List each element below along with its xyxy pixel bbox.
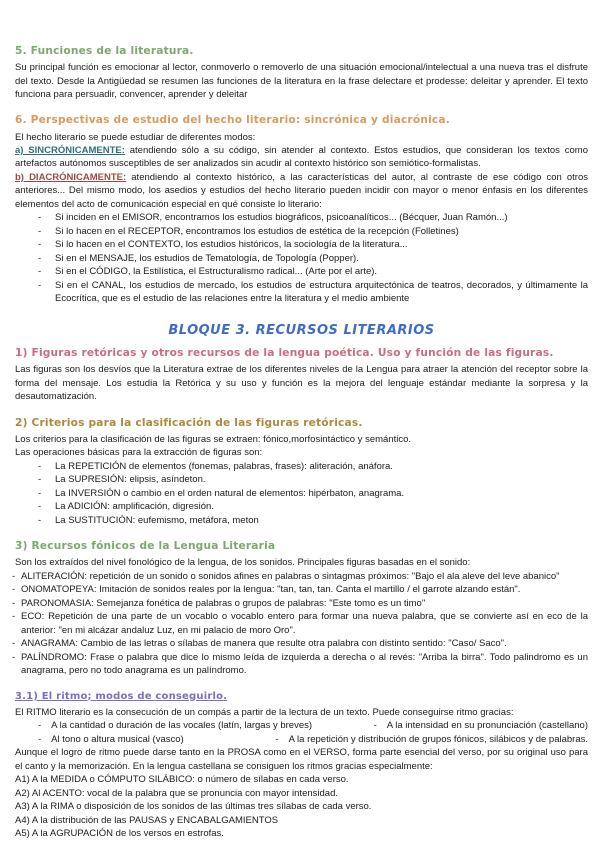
section-5-funciones <box>15 44 588 101</box>
term-text: ONOMATOPEYA: Imitación de sonidos reales por la lengua: "tan, tan, tan. Canta el martillo / el garrote alzando están". <box>21 584 521 596</box>
sincronicamente-label: a) SINCRÓNICAMENTE: <box>15 145 125 156</box>
section-3-intro: Son los extraídos del nivel fonológico de la lengua, de los sonidos. Principales figuras basadas en el sonido: <box>15 557 471 569</box>
dash-marker: - <box>38 514 42 526</box>
list-item <box>12 610 588 637</box>
term-text: ECO: Repetición de una parte de un vocablo o vocablo entero para formar una nueva palabra, que se convierte así en eco de la anterior: "en mi alcázar andaluz Luz, en mi palacio de moro Oro". <box>21 611 588 636</box>
dash-marker: - <box>12 570 16 582</box>
list-item <box>15 487 588 500</box>
section-6-bullet-list <box>15 211 588 305</box>
section-2-criterios <box>15 416 588 527</box>
list-item <box>15 473 588 486</box>
section-6-perspectivas <box>15 113 588 305</box>
section-3-1-ritmo <box>15 690 588 841</box>
a-line: A2) Al ACENTO: vocal de la palabra que se pronuncia con mayor intensidad. <box>15 787 339 799</box>
cell-text: Al tono o altura musical (vasco) <box>51 733 184 745</box>
dash-marker: - <box>38 487 42 499</box>
section-5-heading: 5. Funciones de la literatura. <box>15 45 194 57</box>
section-3-recursos-fonicos <box>12 539 588 677</box>
section-2-heading: 2) Criterios para la clasificación de las figuras retóricas. <box>15 416 363 429</box>
list-item <box>15 238 588 251</box>
bullet-text: La ADICIÓN: amplificación, digresión. <box>55 501 214 513</box>
section-2-line-2: Las operaciones básicas para la extracción de figuras son: <box>15 447 263 459</box>
term-text: ANAGRAMA: Cambio de las letras o sílabas de manera que resulte otra palabra con distinto sentido: "Caso/ Saco". <box>21 638 507 650</box>
ritmo-paragraph: Aunque el logro de ritmo puede darse tanto en la PROSA como en el VERSO, forma parte esencial del verso, por su original uso para el canto y la memorización. En la lengua castellana se consiguen los ritmos gracias especialmente: <box>15 747 588 772</box>
section-1-heading: 1) Figuras retóricas y otros recursos de la lengua poética. Uso y función de las figuras. <box>15 347 554 360</box>
section-3-term-list <box>12 570 588 678</box>
section-6-heading: 6. Perspectivas de estudio del hecho literario: sincrónica y diacrónica. <box>15 114 450 127</box>
list-item <box>15 265 588 278</box>
section-5-paragraph: Su principal función es emocionar al lector, conmoverlo o removerlo de una situación emocional/intelectual a una nueva tras el disfrute del texto. Desde la Antigüedad se resumen las funciones de la literatura en la frase delectare et prodesse: deleitar y aprender. El texto funciona para persuadir, convencer, aprender y deleitar <box>15 62 588 100</box>
bullet-text: La SUSTITUCIÓN: eufemismo, metáfora, meton <box>55 514 259 526</box>
ritmo-two-column-row <box>15 719 588 732</box>
cell-text: A la intensidad en su pronunciación (castellano) <box>386 720 588 732</box>
list-item <box>12 597 588 610</box>
cell-text: A la repetición y distribución de grupos fónicos, silábicos y de palabras. <box>288 733 588 745</box>
a-line: A5) A la AGRUPACIÓN de los versos en estrofas. <box>15 828 224 840</box>
list-item <box>15 514 588 527</box>
dash-marker: - <box>38 266 42 278</box>
bullet-text: La INVERSIÓN o cambio en el orden natural de elementos: hipérbaton, anagrama. <box>55 487 405 499</box>
a-line: A3) A la RIMA o disposición de los sonidos de las últimas tres sílabas de cada verso. <box>15 801 372 813</box>
list-item <box>275 733 588 746</box>
bullet-text: Si inciden en el EMISOR, encontramos los estudios biográficos, psicoanalíticos... (Bécquer, Juan Ramón...) <box>55 212 508 224</box>
section-2-bullet-list <box>15 460 588 527</box>
dash-marker: - <box>38 239 42 251</box>
list-item <box>15 211 588 224</box>
section-2-line-1: Los criterios para la clasificación de las figuras se extraen: fónico,morfosintáctico y semántico. <box>15 433 412 445</box>
ritmo-two-column-row <box>15 733 588 746</box>
term-text: PALÍNDROMO: Frase o palabra que dice lo mismo leída de izquierda a derecha o al revés: "Arriba la birra". Todo palindromo es un anagrama, pero no todo anagrama es un palíndromo. <box>21 651 588 677</box>
dash-marker: - <box>38 252 42 264</box>
list-item <box>38 733 184 746</box>
dash-marker: - <box>373 720 377 732</box>
bullet-text: Si en el CÓDIGO, la Estilística, el Estructuralismo radical... (Arte por el arte). <box>55 266 378 278</box>
sincronicamente-paragraph <box>15 144 588 171</box>
dash-marker: - <box>38 460 42 472</box>
sincronicamente-text: atendiendo sólo a su código, sin atender al contexto. Estos estudios, que consideran los textos como artefactos autónomos susceptibles de ser analizados sin acudir al contexto histórico son semiótico-formalistas. <box>15 145 589 170</box>
dash-marker: - <box>38 225 42 237</box>
list-item <box>12 570 588 583</box>
dash-marker: - <box>38 733 42 745</box>
diacronicamente-text: atendiendo al contexto histórico, a las características del autor, al contraste de ese código con otros anteriores... Del mismo modo, los asedios y estudios del hecho literario pueden incidir con mayor o menor énfasis en los diferentes elementos del acto de comunicación especial en qué consiste lo literario: <box>15 171 588 210</box>
section-6-intro: El hecho literario se puede estudiar de diferentes modos: <box>15 131 256 143</box>
list-item <box>374 719 588 732</box>
term-text: ALITERACIÓN: repetición de un sonido o sonidos afines en palabras o sintagmas próximos: "Bajo el ala aleve del leve abanico" <box>21 570 560 582</box>
section-1-paragraph: Las figuras son los desvíos que la Literatura extrae de los diferentes niveles de la Lengua para atraer la atención del receptor sobre la forma del mensaje. Los estudia la Retórica y su uso y función es la mejora del lenguaje estándar mediante la sorpresa y la desautomatización. <box>15 364 588 403</box>
dash-marker: - <box>38 501 42 513</box>
list-item <box>15 225 588 238</box>
section-1-figuras <box>15 346 588 403</box>
dash-marker: - <box>12 597 16 609</box>
dash-marker: - <box>12 611 16 623</box>
a-line: A1) A la MEDIDA o CÓMPUTO SILÁBICO: o número de sílabas en cada verso. <box>15 774 349 786</box>
diacronicamente-paragraph <box>15 171 588 211</box>
block-3-title: BLOQUE 3. RECURSOS LITERARIOS <box>168 322 435 338</box>
term-text: PARONOMASIA: Semejanza fonética de palabras o grupos de palabras: "Este tomo es un timo" <box>21 597 426 609</box>
dash-marker: - <box>12 638 16 650</box>
bullet-text: Si lo hacen en el CONTEXTO, los estudios históricos, la sociología de la literatura... <box>55 239 408 251</box>
dash-marker: - <box>38 474 42 486</box>
list-item <box>12 637 588 650</box>
list-item <box>15 500 588 513</box>
a-line: A4) A la distribución de las PAUSAS y ENCABALGAMIENTOS <box>15 814 279 826</box>
section-3-1-intro: El RITMO literario es la consecución de un compás a partir de la lectura de un texto. Puede conseguirse ritmo gracias: <box>15 706 514 718</box>
dash-marker: - <box>38 720 42 732</box>
list-item <box>38 719 312 732</box>
cell-text: A la cantidad o duración de las vocales (latín, largas y breves) <box>51 720 313 732</box>
section-3-1-heading: 3.1) El ritmo; modos de conseguirlo. <box>15 690 228 702</box>
bullet-text: Si lo hacen en el RECEPTOR, encontramos los estudios de estética de la recepción (Folletines) <box>55 225 459 237</box>
dash-marker: - <box>38 212 42 224</box>
diacronicamente-label: b) DIACRÓNICAMENTE: <box>15 171 127 183</box>
dash-marker: - <box>12 651 16 663</box>
list-item <box>12 651 588 678</box>
section-3-heading: 3) Recursos fónicos de la Lengua Literaria <box>15 540 276 553</box>
list-item <box>15 252 588 265</box>
list-item <box>15 279 588 306</box>
list-item <box>12 583 588 596</box>
bullet-text: La REPETICIÓN de elementos (fonemas, palabras, frases): aliteración, anáfora. <box>55 460 393 472</box>
list-item <box>15 460 588 473</box>
dash-marker: - <box>275 733 279 745</box>
dash-marker: - <box>12 584 16 596</box>
bullet-text: Si en el CANAL, los estudios de mercado, los estudios de estructura arquitectónica de teatros, decorados, y últimamente la Ecocrítica, que es el estudio de las relaciones entre la literatura y el medio ambiente <box>55 279 588 305</box>
dash-marker: - <box>38 279 42 291</box>
bullet-text: Si en el MENSAJE, los estudios de Tematología, de Topología (Popper). <box>55 252 359 264</box>
bullet-text: La SUPRESIÓN: elipsis, asíndeton. <box>55 474 206 486</box>
